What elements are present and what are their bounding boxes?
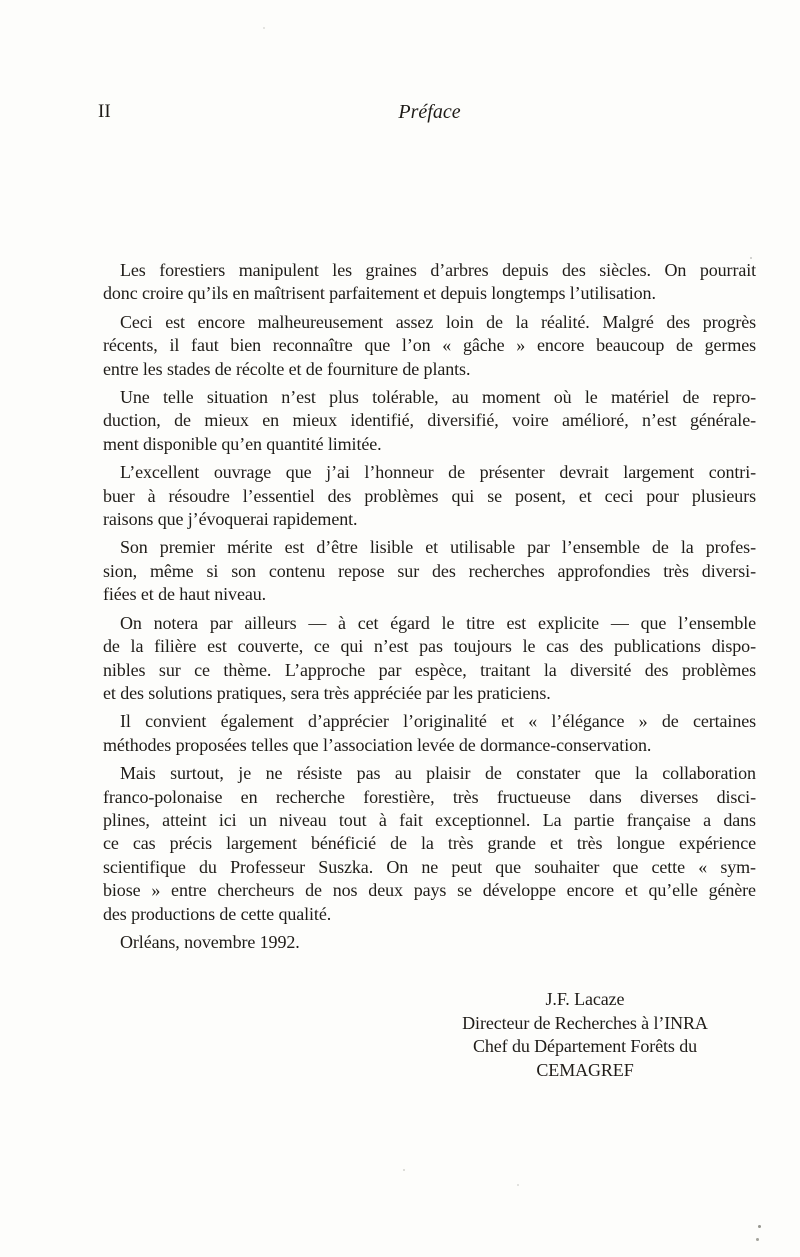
text-line: Il convient également d’apprécier l’originalité et « l’élégance » de certaines [120, 711, 757, 732]
text-line: L’excellent ouvrage que j’ai l’honneur de présenter devrait largement contri- [120, 462, 756, 483]
paragraph [103, 762, 756, 926]
dateline [103, 931, 756, 954]
text-line: biose » entre chercheurs de nos deux pays se développe encore et qu’elle génère [103, 880, 756, 901]
text-line: sion, même si son contenu repose sur des recherches approfondies très diversi- [103, 560, 756, 581]
preface-body [103, 259, 756, 1082]
text-line: ce cas précis largement bénéficié de la très grande et très longue expérience [103, 833, 756, 854]
paragraph [103, 612, 756, 706]
signature-block [425, 988, 745, 1082]
text-line: On notera par ailleurs — à cet égard le titre est explicite — que l’ensemble [120, 612, 757, 633]
text-line: raisons que j’évoquerai rapidement. [103, 509, 358, 530]
running-head [98, 101, 756, 123]
scan-speck [756, 1238, 759, 1241]
text-line: duction, de mieux en mieux identifié, diversifié, voire amélioré, n’est générale- [103, 410, 756, 431]
scan-speck [758, 1225, 761, 1228]
text-line: de la filière est couverte, ce qui n’est pas toujours le cas des publications dispo- [103, 636, 756, 657]
paragraph [103, 311, 756, 381]
text-line: et des solutions pratiques, sera très appréciée par les praticiens. [103, 682, 551, 703]
text-line: Ceci est encore malheureusement assez loin de la réalité. Malgré des progrès [120, 311, 757, 332]
scan-speck [263, 27, 265, 29]
text-line: Les forestiers manipulent les graines d’arbres depuis des siècles. On pourrait [120, 260, 757, 280]
text-line: Son premier mérite est d’être lisible et utilisable par l’ensemble de la profes- [120, 537, 756, 558]
signature-name: J.F. Lacaze [545, 989, 625, 1010]
running-title: Préface [398, 101, 461, 123]
dateline-text: Orléans, novembre 1992. [120, 931, 300, 952]
text-line: méthodes proposées telles que l’association levée de dormance-conservation. [103, 734, 652, 755]
scan-speck [517, 1184, 519, 1186]
text-line: plines, atteint ici un niveau tout à fait exceptionnel. La partie française a dans [103, 809, 756, 830]
text-line: entre les stades de récolte et de fourniture de plants. [103, 358, 471, 379]
signature-role-1: Directeur de Recherches à l’INRA [462, 1012, 708, 1033]
paragraph [103, 536, 756, 606]
paragraph [103, 259, 756, 306]
text-line: Une telle situation n’est plus tolérable, au moment où le matériel de repro- [120, 387, 757, 408]
paragraph [103, 386, 756, 456]
text-line: scientifique du Professeur Suszka. On ne peut que souhaiter que cette « sym- [103, 856, 756, 877]
text-line: buer à résoudre l’essentiel des problèmes qui se posent, et ceci pour plusieurs [103, 485, 756, 506]
scan-speck [750, 257, 752, 259]
signature-org: CEMAGREF [536, 1059, 634, 1080]
text-line: des productions de cette qualité. [103, 903, 332, 924]
text-line: fiées et de haut niveau. [103, 584, 267, 605]
paragraph [103, 461, 756, 531]
body-paragraphs [103, 259, 756, 926]
signature-role-2: Chef du Département Forêts du [472, 1036, 698, 1057]
text-line: donc croire qu’ils en maîtrisent parfaitement et depuis longtemps l’utilisation. [103, 283, 656, 304]
text-line: récents, il faut bien reconnaître que l’on « gâche » encore beaucoup de germes [103, 335, 757, 356]
text-line: nibles sur ce thème. L’approche par espèce, traitant la diversité des problèmes [103, 659, 757, 680]
text-line: franco-polonaise en recherche forestière, très fructueuse dans diverses disci- [103, 786, 756, 807]
text-line: Mais surtout, je ne résiste pas au plaisir de constater que la collaboration [120, 763, 756, 784]
text-line: ment disponible qu’en quantité limitée. [103, 433, 382, 454]
scan-speck [403, 1169, 405, 1171]
page-number: II [98, 101, 111, 122]
paragraph [103, 710, 756, 757]
